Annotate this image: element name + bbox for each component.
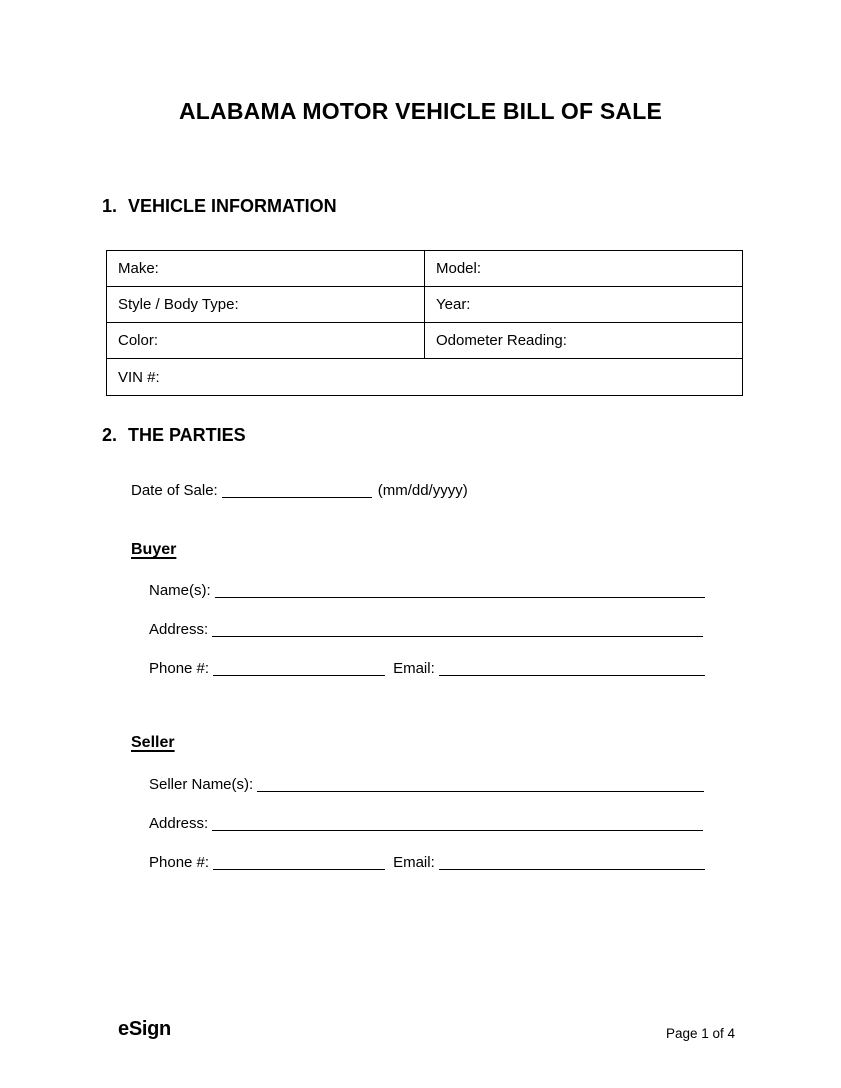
page-indicator: Page 1 of 4 xyxy=(665,1026,735,1041)
table-row xyxy=(107,323,743,359)
table-row xyxy=(107,359,743,396)
seller-phone-email-row xyxy=(149,853,705,873)
esign-logo: eSign xyxy=(118,1018,171,1040)
seller-phone-label: Phone #: xyxy=(149,854,210,871)
make-label: Make: xyxy=(118,260,159,277)
buyer-name-label: Name(s): xyxy=(149,582,211,599)
section-1-title: VEHICLE INFORMATION xyxy=(128,196,337,216)
date-of-sale-row xyxy=(131,481,468,501)
seller-address-label: Address: xyxy=(149,815,209,832)
style-body-type-field-cell[interactable] xyxy=(107,287,425,323)
table-row xyxy=(107,287,743,323)
seller-address-row xyxy=(149,814,703,834)
vin-field-cell[interactable] xyxy=(107,359,743,396)
seller-phone-blank[interactable] xyxy=(213,869,385,870)
color-label: Color: xyxy=(118,332,159,349)
section-1-number: 1. xyxy=(102,196,118,216)
year-field-cell[interactable] xyxy=(425,287,743,323)
buyer-phone-email-row xyxy=(149,659,705,679)
buyer-name-blank[interactable] xyxy=(215,597,705,598)
seller-email-blank[interactable] xyxy=(439,869,705,870)
date-format-hint: (mm/dd/yyyy) xyxy=(377,482,468,499)
section-2-title: THE PARTIES xyxy=(128,425,246,445)
year-label: Year: xyxy=(436,296,471,313)
section-2-number: 2. xyxy=(102,425,118,445)
seller-email-label: Email: xyxy=(393,854,435,871)
seller-address-blank[interactable] xyxy=(212,830,703,831)
buyer-email-blank[interactable] xyxy=(439,675,705,676)
section-2-heading xyxy=(102,424,246,446)
seller-section-heading: Seller xyxy=(131,734,175,751)
buyer-address-blank[interactable] xyxy=(212,636,703,637)
seller-name-row xyxy=(149,775,704,795)
document-title: ALABAMA MOTOR VEHICLE BILL OF SALE xyxy=(179,98,662,124)
buyer-email-label: Email: xyxy=(393,660,435,677)
date-of-sale-label: Date of Sale: xyxy=(131,482,218,499)
vehicle-info-table xyxy=(106,250,743,396)
buyer-section-heading: Buyer xyxy=(131,541,177,558)
vin-label: VIN #: xyxy=(118,368,160,386)
style-body-type-label: Style / Body Type: xyxy=(118,296,239,313)
buyer-address-row xyxy=(149,620,703,640)
table-row xyxy=(107,251,743,287)
seller-name-label: Seller Name(s): xyxy=(149,776,254,793)
buyer-address-label: Address: xyxy=(149,621,209,638)
make-field-cell[interactable] xyxy=(107,251,425,287)
odometer-label: Odometer Reading: xyxy=(436,332,567,349)
buyer-phone-blank[interactable] xyxy=(213,675,385,676)
odometer-field-cell[interactable] xyxy=(425,323,743,359)
date-of-sale-blank[interactable] xyxy=(222,497,372,498)
seller-name-blank[interactable] xyxy=(257,791,704,792)
color-field-cell[interactable] xyxy=(107,323,425,359)
model-label: Model: xyxy=(436,260,482,277)
model-field-cell[interactable] xyxy=(425,251,743,287)
buyer-phone-label: Phone #: xyxy=(149,660,210,677)
section-1-heading xyxy=(102,195,337,217)
buyer-name-row xyxy=(149,581,705,601)
